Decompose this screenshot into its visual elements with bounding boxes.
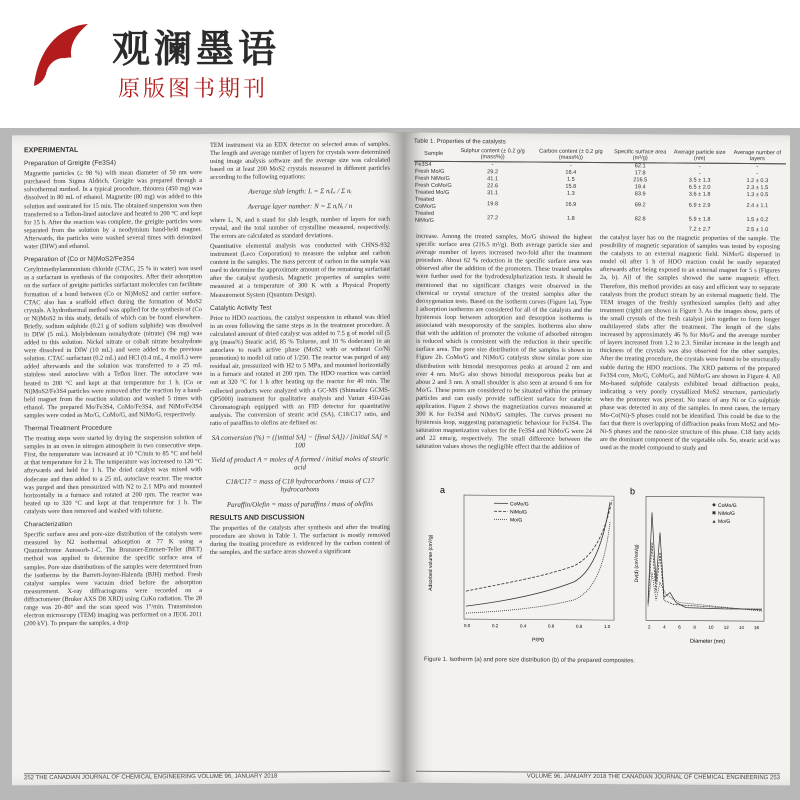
table-1 bbox=[414, 139, 786, 235]
series-line-comog bbox=[466, 501, 610, 607]
table-header-cell: Sulphur content (± 0.2 g/g (mass%)) bbox=[453, 147, 532, 162]
legend-entry: NiMo/G bbox=[510, 509, 527, 516]
tick-label: 6 bbox=[678, 624, 681, 630]
table-cell: - bbox=[756, 171, 759, 178]
table-header-cell: Average number of layers bbox=[729, 149, 786, 164]
series-line-mog bbox=[466, 521, 610, 614]
subsection-heading: Preparation of (Co or Ni)MoS2/Fe3S4 bbox=[24, 255, 135, 264]
table-cell: 1.5 bbox=[566, 176, 575, 183]
paragraph: The treating steps were started by drying the suspension solution of samples in an oven in nitrogen atmosphere in two consecutive steps. First, the temperature was increased at 10 °C/min to 85 °C and held at that temperature for 2 h. The temperature was increased to 120 °C afterwards and held for 1 h. The dried catalyst was mixed with dodecane and then added to a 25 mL autoclave reactor. The reactor was purged and then pressurized with N2 to 2.1 MPa and mounted horizontally in a furnace and rotated at 200 rpm. The reactor was heated up to 320 °C and kept at that temperature for 1 h. The catalysts were then removed and washed with toluene. bbox=[24, 434, 202, 516]
subsection-heading: Thermal Treatment Procedure bbox=[24, 424, 112, 433]
table-cell: 16.9 bbox=[565, 201, 577, 208]
table-cell: Treated NiMo/G bbox=[415, 210, 435, 224]
table-cell: 3.5 ± 1.3 bbox=[688, 177, 711, 184]
panel-a-label: a bbox=[440, 484, 446, 495]
tick-label: 16 bbox=[754, 625, 760, 631]
paragraph: Specific surface area and pore-size distribution of the catalysts were measured by N2 isothermal adsorption at 77 K using a Quantachrome Autosorb-1-C. The Brunauer-Emmett-Teller (BET) method was applied to determine the specific surface area of samples. Pore size distributions of the samples were determined from the isotherms by the Barrett-Joyner-Halenda (BJH) method. Fresh catalyst samples were vacuum dried before the adsorption measurement. X-ray diffractograms were recorded on a diffractometer (Bruker AXS D8 XRD) using CuKα radiation. The 2θ range was 20–80° and the scan speed was 1°/min. Transmission electron microscopy (TEM) imaging was performed on a JEOL 2011 (200 kV). To prepare the samples, a drop bbox=[24, 530, 202, 628]
subsection-heading: Characterization bbox=[24, 520, 73, 529]
table-cell: 18.4 bbox=[565, 169, 577, 176]
table-cell: 5.9 ± 1.8 bbox=[688, 216, 711, 223]
section-heading: RESULTS AND DISCUSSION bbox=[210, 513, 305, 522]
paragraph: The properties of the catalysts after synthesis and after the treating procedure are shown in Table 1. The surfactant is mostly removed during the treating procedure as evidenced by the carbon content of the samples, and the surface areas showed a significant bbox=[210, 523, 390, 557]
paragraph: Cetyltrimethylammonium chloride (CTAC, 25 % in water) was used as a surfactant in synthesis of the composites. After their adsorption on the surface of greigite particles surfactant molecules can facilitate formation of a bond between (Co or Ni)MoS2 and carrier surface. CTAC also has a scaffold effect during the formation of MoS2 crystals. A hydrothermal method was applied for the synthesis of (Co or Ni)MoS2 in this study, details of which can be found elsewhere. Briefly, sodium sulphide (0.21 g of sodium sulphide) was dissolved in DIW (5 mL). Molybdenum nonahydrate (nitrate) (94 mg) was added to this solution. Nickel nitrate or cobalt nitrate hexahydrate were dissolved in DIW (10 mL) and were added to the previous solution. CTAC surfactant (0.2 mL) and HCl (0.4 mL, 4 mol/L) were added afterwards and the solution was transferred to a 25 mL stainless steel autoclave with a Teflon liner. The autoclave was heated to 200 °C and kept at that temperature for 1 h. (Co or Ni)MoS2/Fe3S4 particles were removed after the reaction by a hand-held magnet from the reaction solution and washed 5 times with ethanol. The prepared Mo/Fe3S4, CoMo/Fe3S4, and NiMo/Fe3S4 samples were coded as Mo/G, CoMo/G, and NiMo/G, respectively. bbox=[24, 265, 202, 420]
table-cell: 216.5 bbox=[633, 177, 648, 184]
tick-label: 0.2 bbox=[492, 623, 499, 629]
figure-caption: Figure 1. Isotherm (a) and pore size distribution (b) of the prepared composites. bbox=[424, 656, 636, 665]
shop-banner bbox=[0, 0, 800, 130]
table-cell: 1.3 bbox=[566, 190, 575, 197]
table-header-cell: Carbon content (± 0.2 g/g (mass%)) bbox=[532, 148, 610, 163]
table-cell: Treated Mo/G bbox=[415, 189, 450, 196]
open-journal bbox=[0, 128, 800, 800]
table-title: Table 1. Properties of the catalysts bbox=[414, 138, 506, 146]
table-cell: 3.6 ± 1.8 bbox=[688, 191, 711, 198]
tick-label: 2 bbox=[648, 624, 651, 630]
table-cell: 19.8 bbox=[487, 200, 499, 207]
table-cell: 1.5 ± 0.2 bbox=[746, 216, 769, 223]
legend-entry: NiMo/G bbox=[718, 510, 735, 517]
figure-1-plots bbox=[424, 481, 774, 653]
table-cell: Treated CoMo/G bbox=[415, 196, 436, 210]
equation: Yield of product A = moles of A formed / initial moles of stearic acid bbox=[211, 454, 389, 472]
table-cell: 29.2 bbox=[487, 169, 499, 176]
table-cell bbox=[532, 226, 610, 234]
paragraph: TEM instrument via an EDX detector on selected areas of samples. The length and average number of layers for crystals were determined using image analysis software and the average size was calculated based on at least 200 MoS2 crystals measured in different particles according to the following equations: bbox=[210, 140, 390, 182]
table-cell: 1.8 bbox=[566, 215, 575, 222]
legend-entry: Mo/G bbox=[510, 517, 523, 524]
tick-label: 0.6 bbox=[548, 623, 555, 629]
left-column-2 bbox=[210, 141, 390, 559]
table-cell: 7.2 ± 2.7 bbox=[688, 226, 711, 233]
brand-title: 观澜墨语 bbox=[112, 27, 281, 71]
right-column-1 bbox=[416, 233, 592, 474]
legend-entry: CoMo/G bbox=[718, 502, 737, 509]
left-page bbox=[12, 133, 404, 786]
subsection-heading: Catalytic Activity Test bbox=[210, 304, 272, 312]
brand-logo-icon bbox=[28, 16, 98, 96]
table-header-cell: Sample bbox=[414, 147, 453, 162]
table-cell: 17.8 bbox=[634, 170, 646, 177]
legend-entry: Mo/G bbox=[718, 518, 731, 525]
table-cell: 27.2 bbox=[487, 214, 499, 221]
tick-label: 4 bbox=[663, 624, 666, 630]
table-cell: 2.3 ± 1.5 bbox=[746, 185, 769, 192]
tick-label: 0.0 bbox=[464, 623, 471, 629]
equation: Average layer number: N = Σ nᵢNᵢ / n bbox=[247, 201, 353, 211]
table-cell: Fresh Mo/G bbox=[415, 168, 445, 175]
table-header-cell: Average particle size (nm) bbox=[671, 149, 729, 164]
series-line-nimog bbox=[648, 542, 762, 610]
page-footer: 252 THE CANADIAN JOURNAL OF CHEMICAL ENGINEERING VOLUME 96, JANUARY 2018 bbox=[24, 771, 390, 782]
paragraph: the catalyst layer has on the magnetic properties of the sample. The possibility of magnetic separation of samples was tested by exposing the catalysts to an external magnetic field. NiMo/G dispersed in model oil after 1 h of HDO reaction could be easily separated afterwards after being exposed to an external magnet for 5 s (Figures 2a, b). All of the samples showed the same magnetic effect. Therefore, this method provides an easy and efficient way to separate catalysts from the product stream by an external magnetic field. The TEM images of the freshly synthesized samples (left) and after treatment (right) are shown in Figure 3. As the images show, parts of the small crystals of the fresh catalyst join together to form longer multilayered slabs after the treatment. The length of the slabs increased by approximately 46 % for Mo/G and the average number of layers increased from 1.2 to 2.3. Similar increase in the length and thickness of the crystals was also observed for the other samples. After the treating procedure, the crystals were found to be structurally stable during the HDO reactions. The XRD patterns of the prepared Fe3S4 core, Mo/G, CoMo/G, and NiMo/G are shown in Figure 4. All Mo-based sulphide catalysts exhibited broad diffraction peaks, indicating a very poorly crystallized MoS2 structure, particularly when the promoter was present. No trace of any Ni or Co sulphide phase was detected in any of the samples. In most cases, the ternary Mo-Co(Ni)-S phases could not be identified. This could be due to the fact that there is overlapping of diffraction peaks from MoS2 and Mo-Ni-S phases and the nano-size structure of this phase. C18 fatty acids are the dominant component of the vegetable oils. So, stearic acid was used as the model compound to study and bbox=[600, 234, 780, 453]
equation: Paraffin/Olefin = mass of paraffins / mass of olefins bbox=[226, 499, 374, 509]
table-cell: 22.6 bbox=[487, 183, 499, 190]
axis-label-x: Diameter (nm) bbox=[690, 638, 726, 645]
paragraph: where L, N, and n stand for slab length, number of layers for each crystal, and the total number of crystalline measured, respectively. The errors are calculated as standard deviations. bbox=[210, 215, 390, 240]
table-cell: 2.4 ± 1.1 bbox=[746, 202, 769, 209]
series-line-nimog bbox=[466, 499, 612, 592]
table-cell: 6.5 ± 2.0 bbox=[688, 184, 711, 191]
subsection-heading: Preparation of Greigite (Fe3S4) bbox=[24, 159, 116, 168]
table-cell bbox=[610, 226, 671, 233]
panel-b-label: b bbox=[630, 486, 636, 497]
table-header-cell: Specific surface area (m²/g) bbox=[610, 148, 671, 163]
table-cell bbox=[453, 225, 532, 233]
legend-entry: CoMo/G bbox=[510, 501, 529, 508]
section-heading: EXPERIMENTAL bbox=[24, 146, 79, 155]
table-cell: 41.1 bbox=[487, 176, 499, 183]
table-cell: - bbox=[491, 162, 494, 169]
equation: C18/C17 = mass of C18 hydrocarbons / mass of C17 hydrocarbons bbox=[225, 477, 375, 494]
axis-label-y: Adsorbed volume (cm³/g) bbox=[428, 534, 434, 591]
table-cell: 69.2 bbox=[634, 201, 646, 208]
table-cell: Fresh CoMo/G bbox=[415, 182, 452, 189]
equation: SA conversion (%) = ([initial SA] − [final SA]) / [initial SA] × 100 bbox=[211, 432, 389, 450]
table-cell: 1.2 ± 0.3 bbox=[746, 178, 769, 185]
properties-table bbox=[414, 147, 786, 235]
table-cell: Fresh NiMo/G bbox=[415, 175, 450, 182]
tick-label: 1.0 bbox=[604, 624, 611, 630]
tick-label: 0.8 bbox=[576, 623, 583, 629]
table-cell: 83.9 bbox=[634, 191, 646, 198]
axis-label-y: Dv(d) (cm³/nm/g) bbox=[634, 544, 640, 583]
table-cell: - bbox=[698, 170, 701, 177]
table-cell: - bbox=[756, 164, 759, 171]
right-page bbox=[404, 133, 790, 786]
paragraph: Prior to HDO reactions, the catalyst suspension in ethanol was dried in an oven following the same steps as in the treatment procedure. A calculated amount of dried catalyst was added to 7.5 g of model oil (5 g/g (mass%) Stearic acid, 85 % Toluene, and 10 % dodecane) in an autoclave to reach active phase (MoS2 with or without Co/Ni promotion) to model oil ratio of 1/250. The reactor was purged of any residual air, pressurized with H2 to 5 MPa, and mounted horizontally in a furnace and rotated at 200 rpm. The HDO reaction was carried out at 320 °C for 1 h after heating up the reactor for 40 min. The collected products were analyzed with a GC-MS (Shimadzu GCMS-QP5000) instrument for qualitative analysis and Varian 450-Gas Chromatograph equipped with an FID detector for quantitative analysis. The conversion of stearic acid (SA), C18/C17 ratio, and ratio of paraffins to olefins are defined as: bbox=[210, 313, 390, 427]
equation: Average slab length: L = Σ nᵢLᵢ / Σ nᵢ bbox=[248, 187, 352, 197]
tick-label: 10 bbox=[708, 624, 714, 630]
table-cell: 15.8 bbox=[565, 183, 577, 190]
paragraph: Quantitative elemental analysis was conducted with CHNS-932 instrument (Leco Corporation) to measure the sulphur and carbon content in the samples. The mass percent of carbon in the sample was used to determine the approximate amount of the remaining surfactant after the catalyst synthesis. Magnetic properties of samples were measured at a temperature of 300 K with a Physical Property Measurement System (Quantum Design). bbox=[210, 241, 390, 299]
table-cell: 82.8 bbox=[634, 215, 646, 222]
axis-label-x: P/P0 bbox=[532, 637, 544, 644]
table-cell: 19.4 bbox=[634, 184, 646, 191]
table-cell: 31.1 bbox=[487, 190, 499, 197]
tick-label: 12 bbox=[723, 624, 729, 630]
page-footer: VOLUME 96, JANUARY 2018 THE CANADIAN JOURNAL OF CHEMICAL ENGINEERING 253 bbox=[416, 771, 780, 782]
figure-1 bbox=[424, 481, 774, 653]
series-line-comog bbox=[648, 512, 762, 609]
series-line-mog bbox=[648, 572, 762, 611]
table-cell: Fe3S4 bbox=[415, 161, 432, 168]
table-cell: - bbox=[698, 163, 701, 170]
right-column-2 bbox=[600, 234, 780, 475]
paragraph: Magnetite particles (≥ 98 %) with mean diameter of 50 nm were purchased from Sigma Aldrich. Greigite was prepared through a solvothermal method. In a typical procedure, thiourea (450 mg) was dissolved in 80 mL of ethanol. Magnetite (80 mg) was added to this solution and sonicated for 15 min. The obtained suspension was then transferred to a Teflon-lined autoclave and heated to 200 °C and kept for 15 h. After the reaction was complete, the greigite particles were separated from the solution by a neodymium hand-held magnet. Afterwards, the particles were washed several times with deionized water (DIW) and ethanol. bbox=[24, 169, 202, 251]
table-cell: 62.1 bbox=[634, 163, 646, 170]
table-cell: - bbox=[569, 162, 572, 169]
table-cell: 6.9 ± 2.9 bbox=[688, 202, 711, 209]
table-cell bbox=[414, 225, 453, 232]
brand-subtitle: 原版图书期刊 bbox=[118, 77, 269, 102]
tick-label: 14 bbox=[738, 624, 744, 631]
tick-label: 8 bbox=[693, 624, 696, 630]
left-column-1 bbox=[24, 142, 202, 630]
tick-label: 0.4 bbox=[520, 623, 527, 629]
table-cell: 2.5 ± 1.0 bbox=[746, 227, 769, 234]
table-cell: 1.3 ± 0.5 bbox=[746, 192, 769, 199]
paragraph: increase. Among the treated samples, Mo/G showed the highest specific surface area (216.5 m²/g). Both average particle size and average number of layers increased two-fold after the treatment procedure. About 62 % reduction in the specific surface area was observed after the addition of the promoters. These treated samples were further used for the hydrodesulphurization tests. It should be mentioned that no significant changes were observed in the chemical or crystal structure of the treated samples after the deoxygenation tests. Based on the isotherm curves (Figure 1a), Type I adsorption isotherms are considered for all of the catalysts and the hysteresis loop between adsorption and desorption isotherms is associated with mesoporosity of the samples. Isotherms also show that with the addition of promoter the volume of adsorbed nitrogen is reduced which is consistent with the reduction in their specific surface area. The pore size distribution of the samples is shown in Figure 2b. CoMo/G and NiMo/G catalysts show similar pore size distribution with bimodal mesoporous peaks at around 2 nm and over 4 nm. Mo/G also shows bimodal mesoporous peaks but at about 2 and 3 nm. A small shoulder is also seen at around 6 nm for Mo/G. These pores are considered to be situated within the primary particles and can easily provide sufficient surface for catalytic application. Figure 2 shows the magnetization curves measured at 300 K for Fe3S4 and NiMo/G samples. The curves present no hysteresis loop, suggesting paramagnetic behaviour for Fe3S4. The saturation magnetization values for the Fe3S4 and NiMo/G were 24 and 22 emu/g, respectively. The small difference between the saturation values shows the negligible effect that the addition of bbox=[416, 232, 592, 452]
